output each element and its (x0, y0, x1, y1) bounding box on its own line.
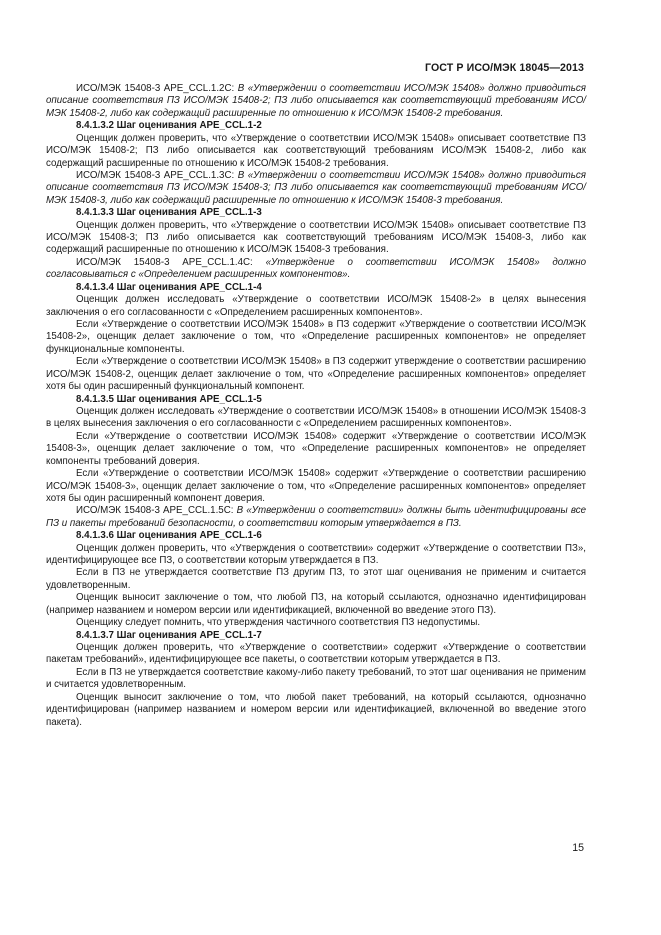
requirement-text: В «Утверждении о соответствии ИСО/МЭК 15408» должно приводиться описание соответствия ПЗ ИСО/МЭК 15408-3; ПЗ либо описывается как соответствующий требованиям ИСО/МЭК 15408-3, либо как содержащий расширенные по отношению к ИСО/МЭК 15408-3 требования. (46, 169, 586, 206)
paragraph: Если в ПЗ не утверждается соответствие какому-либо пакету требований, то этот шаг оценивания не применим и считается удовлетворенным. (46, 666, 586, 691)
requirement-id: ИСО/МЭК 15408-3 APE_CCL.1.4C: (76, 256, 266, 268)
document-header: ГОСТ Р ИСО/МЭК 18045—2013 (425, 62, 584, 74)
requirement-id: ИСО/МЭК 15408-3 APE_CCL.1.3C: (76, 169, 238, 181)
paragraph: Оценщик должен проверить, что «Утверждение о соответствии ИСО/МЭК 15408» описывает соответствие ПЗ ИСО/МЭК 15408-2; ПЗ либо описывается как соответствующий требованиям ИСО/МЭК 15408-2, либо как содержащий расширенные по отношению к ИСО/МЭК 15408-2 требования. (46, 132, 586, 169)
requirement-paragraph (46, 83, 586, 120)
paragraph: Оценщик должен исследовать «Утверждение о соответствии ИСО/МЭК 15408» в отношении ИСО/МЭК 15408-3 в целях вынесения заключения о его согласованности с «Определением расширенных компонентов». (46, 405, 586, 430)
requirement-paragraph (46, 257, 586, 282)
section-heading: 8.4.1.3.7 Шаг оценивания APE_CCL.1-7 (76, 629, 262, 641)
requirement-id: ИСО/МЭК 15408-3 APE_CCL.1.5C: (76, 505, 237, 517)
requirement-id: ИСО/МЭК 15408-3 APE_CCL.1.2C: (76, 83, 238, 94)
requirement-paragraph (46, 170, 586, 207)
paragraph: Оценщик должен проверить, что «Утверждение о соответствии ИСО/МЭК 15408» описывает соответствие ПЗ ИСО/МЭК 15408-3; ПЗ либо описывается как соответствующий требованиям ИСО/МЭК 15408-3, либо как содержащий расширенные по отношению к ИСО/МЭК 15408-3 требования. (46, 219, 586, 256)
requirement-text: «Утверждение о соответствии ИСО/МЭК 15408» должно согласовываться с «Определением расширенных компонентов». (46, 256, 587, 281)
section-heading: 8.4.1.3.4 Шаг оценивания APE_CCL.1-4 (76, 281, 262, 293)
requirement-text: В «Утверждении о соответствии» должны быть идентифицированы все ПЗ и пакеты требований безопасности, о соответствии которым утверждается в ПЗ. (46, 505, 586, 529)
paragraph: Оценщик выносит заключение о том, что любой пакет требований, на который ссылаются, однозначно идентифицирован (например названием и номером версии или идентификацией, включенной во введение этого пакета). (46, 691, 586, 728)
paragraph: Оценщик выносит заключение о том, что любой ПЗ, на который ссылаются, однозначно идентифицирован (например названием и номером версии или идентификацией, включенной во введение этого ПЗ). (46, 592, 586, 616)
requirement-text: В «Утверждении о соответствии ИСО/МЭК 15408» должно приводиться описание соответствия ПЗ ИСО/МЭК 15408-2; ПЗ либо описывается как соответствующий требованиям ИСО/МЭК 15408-2, либо как содержащий расширенные по отношению к ИСО/МЭК 15408-2 требования. (46, 83, 586, 119)
paragraph: Оценщик должен проверить, что «Утверждение о соответствии» содержит «Утверждение о соответствии пакетам требований», идентифицирующее все пакеты, о соответствии которым утверждается в ПЗ. (46, 641, 586, 666)
paragraph: Оценщику следует помнить, что утверждения частичного соответствия ПЗ недопустимы. (76, 617, 481, 629)
section-heading: 8.4.1.3.2 Шаг оценивания APE_CCL.1-2 (76, 120, 262, 132)
paragraph: Если «Утверждение о соответствии ИСО/МЭК 15408» в ПЗ содержит утверждение о соответствии расширению ИСО/МЭК 15408-2, оценщик делает заключение о том, что «Определение расширенных компонентов» определяет хотя бы один расширенный функциональный компонент. (46, 356, 586, 393)
requirement-paragraph (46, 505, 586, 530)
paragraph: Если в ПЗ не утверждается соответствие ПЗ другим ПЗ, то этот шаг оценивания не применим и считается удовлетворенным. (46, 567, 586, 591)
paragraph: Оценщик должен проверить, что «Утверждения о соответствии» содержит «Утверждение о соответствии ПЗ», идентифицирующее все ПЗ, о соответствии которым утверждается в ПЗ. (46, 542, 586, 567)
paragraph: Если «Утверждение о соответствии ИСО/МЭК 15408» в ПЗ содержит «Утверждение о соответствии ИСО/МЭК 15408-2», оценщик делает заключение о том, что «Определение расширенных компонентов» не определяет функциональные компоненты. (46, 319, 586, 355)
document-body (46, 83, 586, 729)
section-heading: 8.4.1.3.6 Шаг оценивания APE_CCL.1-6 (76, 530, 262, 542)
section-heading: 8.4.1.3.3 Шаг оценивания APE_CCL.1-3 (76, 207, 262, 219)
page-number: 15 (572, 842, 584, 854)
section-heading: 8.4.1.3.5 Шаг оценивания APE_CCL.1-5 (76, 393, 262, 405)
paragraph: Оценщик должен исследовать «Утверждение о соответствии ИСО/МЭК 15408-2» в целях вынесения заключения о его согласованности с «Определением расширенных компонентов». (46, 294, 586, 318)
paragraph: Если «Утверждение о соответствии ИСО/МЭК 15408» содержит «Утверждение о соответствии расширению ИСО/МЭК 15408-3», оценщик делает заключение о том, что «Определение расширенных компонентов» определяет хотя бы один расширенный компонент доверия. (46, 468, 586, 504)
paragraph: Если «Утверждение о соответствии ИСО/МЭК 15408» содержит «Утверждение о соответствии ИСО/МЭК 15408-3», оценщик делает заключение о том, что «Определение расширенных компонентов» не определяет компоненты требований доверия. (46, 430, 586, 467)
